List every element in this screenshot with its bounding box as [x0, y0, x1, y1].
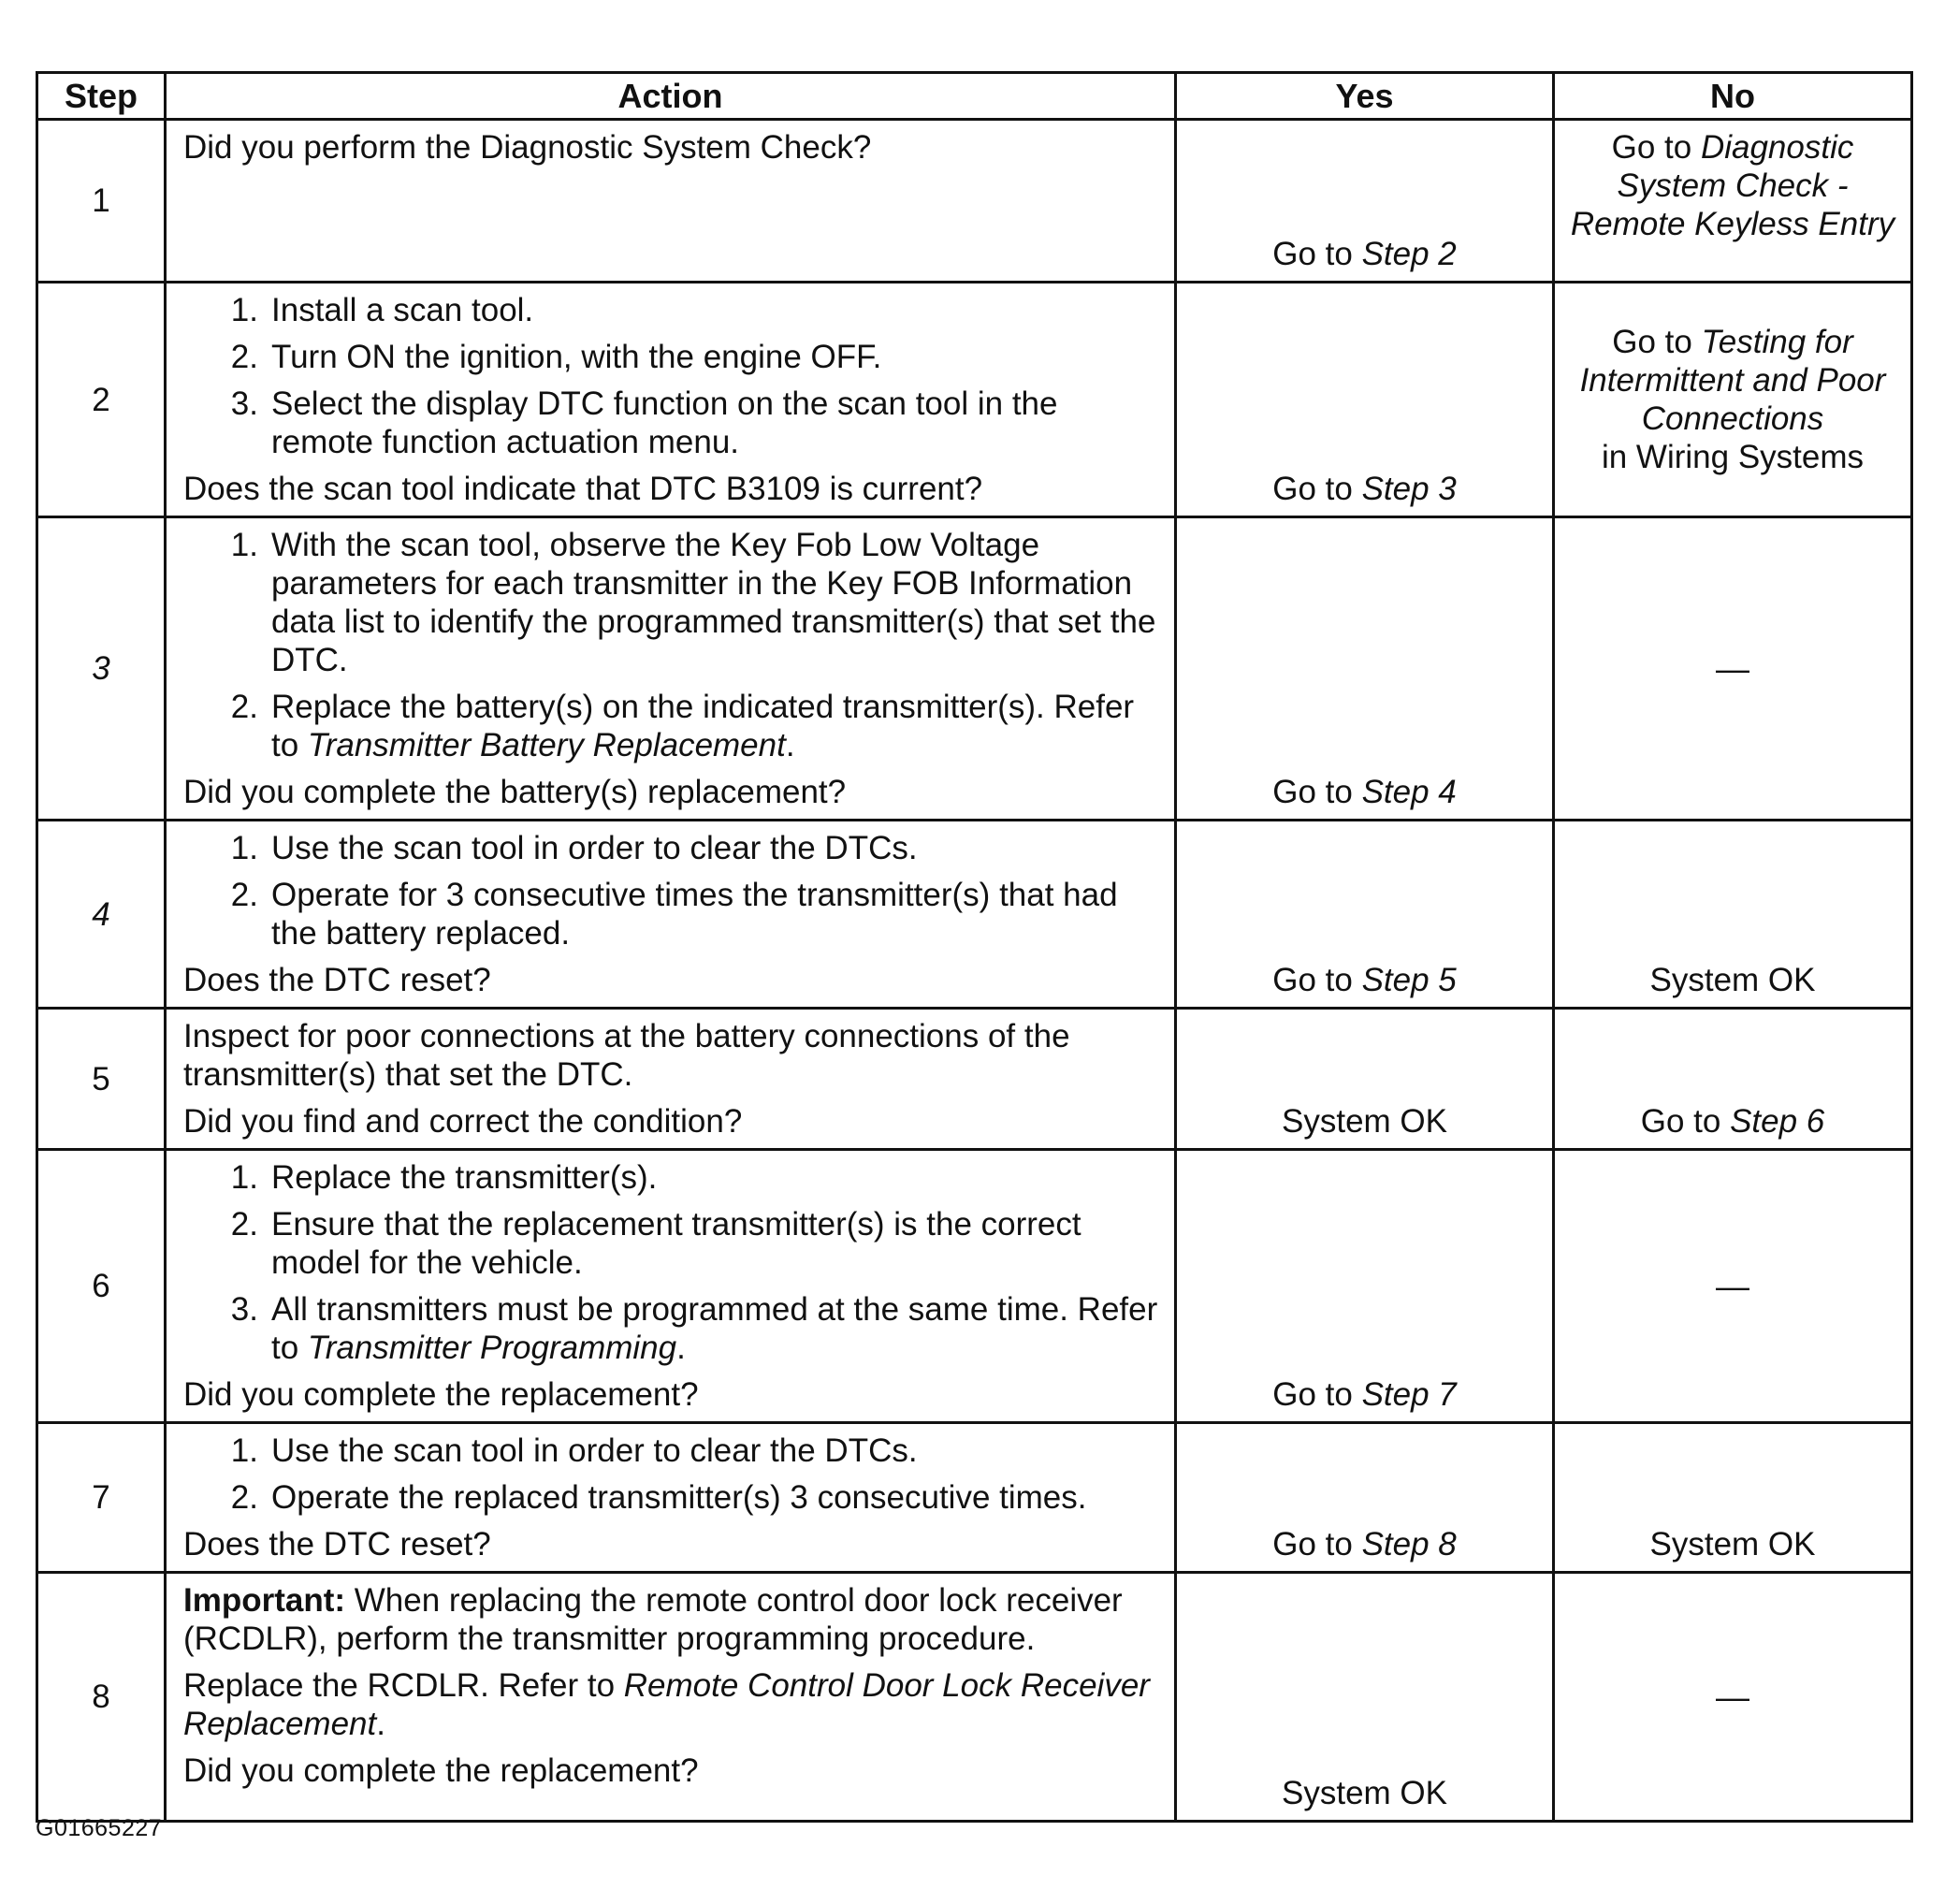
- no-text-suffix: in Wiring Systems: [1601, 439, 1865, 475]
- yes-text: Go to: [1272, 1526, 1362, 1562]
- list-item: 2. Replace the battery(s) on the indicated transmitter(s). Refer to Transmitter Battery Replacement.: [230, 689, 1135, 763]
- yes-cell: [1176, 821, 1554, 1009]
- header-yes: Yes: [1176, 73, 1554, 120]
- no-cell: [1554, 1009, 1912, 1150]
- action-question: Does the scan tool indicate that DTC B3109 is current?: [183, 471, 983, 507]
- no-text: Go to: [1611, 129, 1701, 166]
- step-number: 2: [37, 283, 166, 517]
- table-row: [37, 517, 1912, 821]
- header-no: No: [1554, 73, 1912, 120]
- list-item: 2. Operate the replaced transmitter(s) 3 consecutive times.: [230, 1479, 1087, 1516]
- step-number: 7: [37, 1423, 166, 1573]
- list-item: 1. Replace the transmitter(s).: [230, 1159, 658, 1196]
- action-question: Does the DTC reset?: [183, 962, 491, 998]
- action-cell: [166, 517, 1176, 821]
- action-cell: [166, 821, 1176, 1009]
- reference-link[interactable]: Remote Control Door Lock Receiver Replacement: [183, 1667, 1150, 1742]
- table-row: [37, 283, 1912, 517]
- action-list: [183, 829, 1163, 952]
- yes-text: Go to: [1272, 1376, 1362, 1413]
- yes-cell: System OK: [1176, 1573, 1554, 1822]
- table-row: [37, 120, 1912, 283]
- action-question: Did you perform the Diagnostic System Check?: [183, 129, 872, 166]
- no-cell: [1554, 120, 1912, 283]
- header-step: Step: [37, 73, 166, 120]
- action-question: Does the DTC reset?: [183, 1526, 491, 1562]
- important-note: Important: When replacing the remote control door lock receiver (RCDLR), perform the transmitter programming procedure.: [183, 1582, 1123, 1657]
- table-row: [37, 821, 1912, 1009]
- action-cell: [166, 1423, 1176, 1573]
- action-question: Did you complete the replacement?: [183, 1376, 699, 1413]
- no-cell: —: [1554, 1573, 1912, 1822]
- action-cell: [166, 120, 1176, 283]
- yes-cell: [1176, 120, 1554, 283]
- list-item: 2. Turn ON the ignition, with the engine OFF.: [230, 339, 882, 375]
- yes-step-link[interactable]: Step 3: [1361, 471, 1457, 507]
- yes-text: Go to: [1272, 962, 1362, 998]
- step-number: 5: [37, 1009, 166, 1150]
- yes-step-link[interactable]: Step 5: [1361, 962, 1457, 998]
- table-row: [37, 1009, 1912, 1150]
- list-item: 2. Ensure that the replacement transmitter(s) is the correct model for the vehicle.: [230, 1206, 1081, 1281]
- step-number: 8: [37, 1573, 166, 1822]
- action-question: Did you complete the replacement?: [183, 1752, 699, 1789]
- diagnostic-procedure-table: [36, 71, 1913, 1823]
- yes-cell: System OK: [1176, 1009, 1554, 1150]
- action-list: [183, 1158, 1163, 1367]
- no-reference-link[interactable]: Testing for Intermittent and Poor Connections: [1579, 324, 1886, 437]
- list-item: 3. Select the display DTC function on the scan tool in the remote function actuation menu.: [230, 385, 1058, 460]
- yes-cell: [1176, 517, 1554, 821]
- no-reference-link[interactable]: Diagnostic System Check - Remote Keyless Entry: [1570, 129, 1895, 242]
- no-text: Go to: [1640, 1103, 1731, 1140]
- yes-step-link[interactable]: Step 8: [1361, 1526, 1457, 1562]
- header-action: Action: [166, 73, 1176, 120]
- action-list: [183, 526, 1163, 764]
- action-question: Did you complete the battery(s) replacement?: [183, 774, 847, 810]
- table-header-row: [37, 73, 1912, 120]
- step-number: 1: [37, 120, 166, 283]
- list-item: 1. With the scan tool, observe the Key Fob Low Voltage parameters for each transmitter in the Key FOB Information data list to identify the programmed transmitter(s) that set the DTC.: [230, 527, 1156, 678]
- action-cell: [166, 1573, 1176, 1822]
- yes-step-link[interactable]: Step 7: [1361, 1376, 1457, 1413]
- no-cell: —: [1554, 1150, 1912, 1423]
- yes-step-link[interactable]: Step 4: [1361, 774, 1457, 810]
- action-question: Did you find and correct the condition?: [183, 1103, 743, 1140]
- no-cell: [1554, 283, 1912, 517]
- action-list: [183, 291, 1163, 461]
- list-item: 3. All transmitters must be programmed at the same time. Refer to Transmitter Programming.: [230, 1291, 1158, 1366]
- yes-cell: [1176, 1423, 1554, 1573]
- yes-text: Go to: [1272, 774, 1362, 810]
- step-number: 4: [37, 821, 166, 1009]
- list-item: 1. Use the scan tool in order to clear the DTCs.: [230, 1432, 918, 1469]
- yes-step-link[interactable]: Step 2: [1361, 236, 1457, 272]
- action-cell: [166, 1150, 1176, 1423]
- list-item: 2. Operate for 3 consecutive times the transmitter(s) that had the battery replaced.: [230, 877, 1118, 952]
- yes-cell: [1176, 283, 1554, 517]
- important-label: Important:: [183, 1582, 346, 1619]
- no-cell: System OK: [1554, 1423, 1912, 1573]
- figure-id: G01665227: [36, 1815, 163, 1841]
- list-item: 1. Use the scan tool in order to clear the DTCs.: [230, 830, 918, 866]
- yes-text: Go to: [1272, 236, 1362, 272]
- list-item: 1. Install a scan tool.: [230, 292, 534, 328]
- action-cell: [166, 1009, 1176, 1150]
- action-list: [183, 1432, 1163, 1517]
- reference-link[interactable]: Transmitter Programming: [307, 1330, 677, 1366]
- step-number: 6: [37, 1150, 166, 1423]
- action-text: Replace the RCDLR. Refer to Remote Control Door Lock Receiver Replacement.: [183, 1667, 1150, 1742]
- yes-text: Go to: [1272, 471, 1362, 507]
- table-row: [37, 1573, 1912, 1822]
- reference-link[interactable]: Transmitter Battery Replacement: [307, 727, 786, 763]
- yes-cell: [1176, 1150, 1554, 1423]
- no-step-link[interactable]: Step 6: [1730, 1103, 1825, 1140]
- no-cell: —: [1554, 517, 1912, 821]
- table-row: [37, 1150, 1912, 1423]
- action-cell: [166, 283, 1176, 517]
- table-row: [37, 1423, 1912, 1573]
- no-cell: System OK: [1554, 821, 1912, 1009]
- step-number: 3: [37, 517, 166, 821]
- action-text: Inspect for poor connections at the battery connections of the transmitter(s) that set the DTC.: [183, 1018, 1070, 1093]
- no-text: Go to: [1612, 324, 1702, 360]
